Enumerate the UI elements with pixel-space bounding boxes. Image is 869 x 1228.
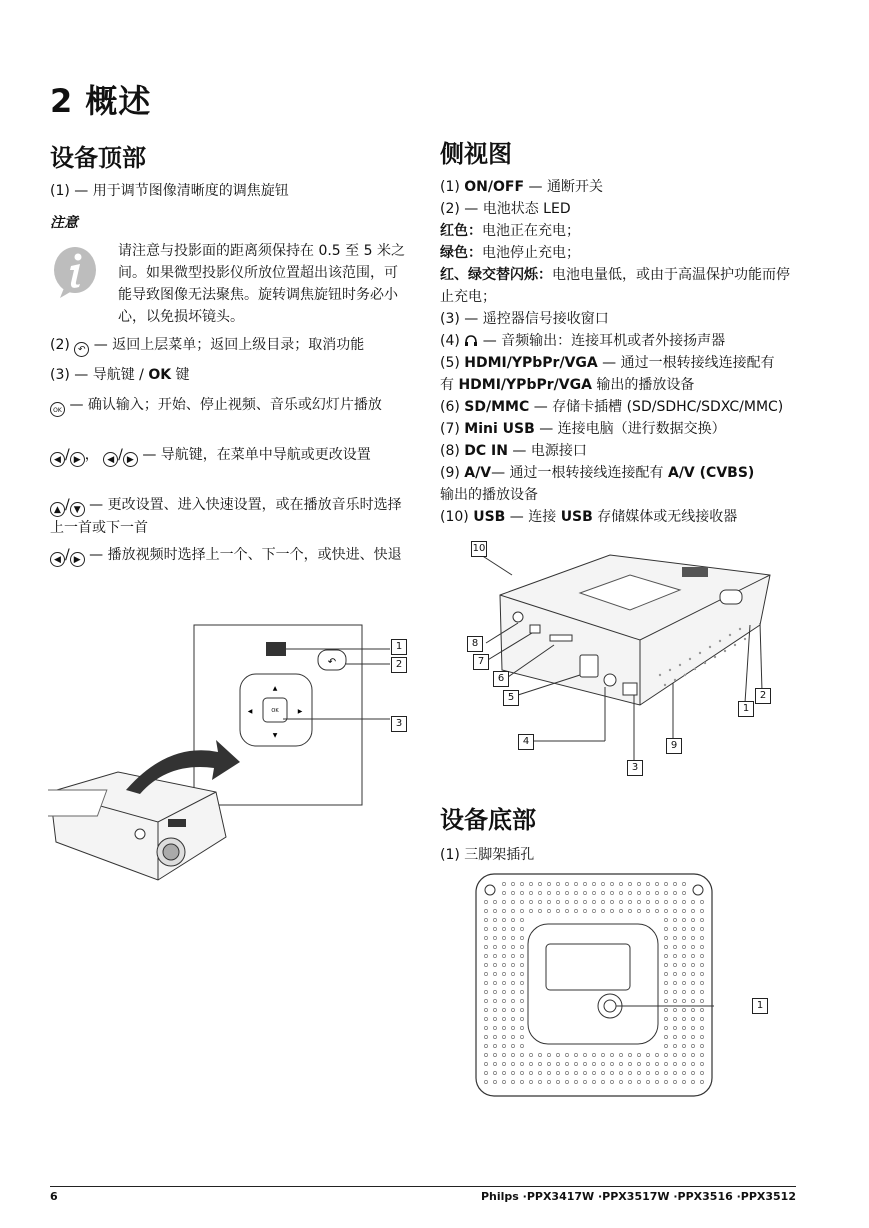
side-list — [440, 176, 800, 528]
side-item-5-cont: 有 HDMI/YPbPr/VGA 输出的播放设备 — [440, 377, 695, 393]
callout-4: 4 — [518, 734, 534, 750]
note-text: 请注意与投影面的距离须保持在 0.5 至 5 米之间。如果微型投影仪所放位置超出该范围，可能导致图像无法聚焦。旋转调焦旋钮时务必小心，以免损坏镜头。 — [118, 243, 405, 325]
right-arrow-icon: ▶ — [123, 452, 138, 467]
top-item-1: (1) — 用于调节图像清晰度的调焦旋钮 — [50, 183, 289, 199]
left-arrow-icon: ◀ — [50, 452, 65, 467]
section-heading-bottom: 设备底部 — [440, 806, 536, 834]
callout-1-side: 1 — [738, 701, 754, 717]
side-item-alternating: 红、绿交替闪烁：电池电量低，或由于高温保护功能而停止充电； — [440, 267, 790, 305]
ok-text: — 确认输入；开始、停止视频、音乐或幻灯片播放 — [69, 397, 382, 413]
side-item-green: 绿色：电池停止充电； — [440, 245, 580, 261]
side-item-5: (5) HDMI/YPbPr/VGA — 通过一根转接线连接配有 — [440, 355, 775, 371]
side-item-4: (4) — 音频输出：连接耳机或者外接扬声器 — [440, 333, 726, 349]
up-arrow-icon: ▲ — [50, 502, 65, 517]
callout-3: 3 — [391, 716, 407, 732]
side-item-9: (9) A/V— 通过一根转接线连接配有 A/V (CVBS) — [440, 465, 755, 481]
callout-6: 6 — [493, 671, 509, 687]
callout-5: 5 — [503, 690, 519, 706]
callout-1: 1 — [391, 639, 407, 655]
item2-prefix: (2) — [50, 337, 70, 353]
side-item-8: (8) DC IN — 电源接口 — [440, 443, 587, 459]
top-item-3 — [50, 364, 190, 386]
nav-lr2-desc: ◀ / ▶ — 播放视频时选择上一个、下一个，或快进、快退 — [50, 544, 406, 567]
svg-text:OK: OK — [271, 708, 279, 714]
side-item-3: (3) — 遥控器信号接收窗口 — [440, 311, 609, 327]
item3-ok: OK — [148, 367, 172, 383]
side-item-7: (7) Mini USB — 连接电脑（进行数据交换） — [440, 421, 726, 437]
device-top-illustration — [48, 622, 410, 898]
section-heading-side: 侧视图 — [440, 140, 512, 168]
side-item-2: (2) — 电池状态 LED — [440, 201, 571, 217]
item2-text: — 返回上层菜单；返回上级目录；取消功能 — [93, 337, 365, 353]
ok-desc — [50, 394, 406, 417]
callout-2: 2 — [391, 657, 407, 673]
callout-1-bottom: 1 — [752, 998, 768, 1014]
item3-prefix: (3) — 导航键 / — [50, 367, 149, 383]
svg-text:▶: ▶ — [297, 708, 303, 715]
side-item-9-cont: 输出的播放设备 — [440, 487, 538, 503]
info-icon — [52, 244, 98, 300]
footer-model-list: ·PPX3417W ·PPX3517W ·PPX3516 ·PPX3512 — [522, 1190, 796, 1203]
svg-text:▲: ▲ — [272, 685, 278, 692]
callout-3-side: 3 — [627, 760, 643, 776]
callout-10: 10 — [471, 541, 487, 557]
section-heading-top: 设备顶部 — [50, 144, 146, 172]
nav-lr-text: — 导航键，在菜单中导航或更改设置 — [142, 447, 371, 463]
right-arrow-icon: ▶ — [70, 452, 85, 467]
item3-suffix: 键 — [171, 367, 190, 383]
nav-lr-desc: ◀ / ▶ ， ◀ / ▶ — 导航键，在菜单中导航或更改设置 — [50, 444, 406, 467]
page-number: 6 — [50, 1190, 58, 1203]
left-arrow-icon: ◀ — [103, 452, 118, 467]
callout-7: 7 — [473, 654, 489, 670]
footer-models — [454, 1190, 796, 1203]
svg-text:↶: ↶ — [327, 657, 337, 668]
svg-text:▼: ▼ — [272, 732, 278, 739]
nav-ud-text: — 更改设置、进入快速设置，或在播放音乐时选择上一首或下一首 — [50, 497, 402, 536]
nav-ud-desc: ▲ / ▼ — 更改设置、进入快速设置，或在播放音乐时选择上一首或下一首 — [50, 497, 402, 536]
side-item-10: (10) USB — 连接 USB 存储媒体或无线接收器 — [440, 509, 738, 525]
down-arrow-icon: ▼ — [70, 502, 85, 517]
footer-brand: Philps — [480, 1190, 519, 1203]
bottom-item-1: (1) 三脚架插孔 — [440, 847, 535, 863]
callout-2-side: 2 — [755, 688, 771, 704]
right-arrow-icon: ▶ — [70, 552, 85, 567]
headphone-icon — [464, 333, 482, 349]
side-item-1: (1) ON/OFF — 通断开关 — [440, 179, 603, 195]
back-icon: ↶ — [74, 342, 89, 357]
device-side-illustration — [460, 535, 780, 780]
device-bottom-illustration — [474, 872, 714, 1098]
top-item-2 — [50, 334, 420, 357]
callout-9: 9 — [666, 738, 682, 754]
note-label: 注意 — [50, 215, 78, 231]
svg-text:◀: ◀ — [247, 708, 253, 715]
ok-icon: OK — [50, 402, 65, 417]
side-item-red: 红色：电池正在充电； — [440, 223, 580, 239]
footer-rule — [50, 1186, 796, 1187]
chapter-title: 2 概述 — [50, 82, 152, 120]
left-arrow-icon: ◀ — [50, 552, 65, 567]
nav-lr2-text: — 播放视频时选择上一个、下一个，或快进、快退 — [89, 547, 402, 563]
callout-8: 8 — [467, 636, 483, 652]
side-item-6: (6) SD/MMC — 存储卡插槽 (SD/SDHC/SDXC/MMC) — [440, 399, 784, 415]
